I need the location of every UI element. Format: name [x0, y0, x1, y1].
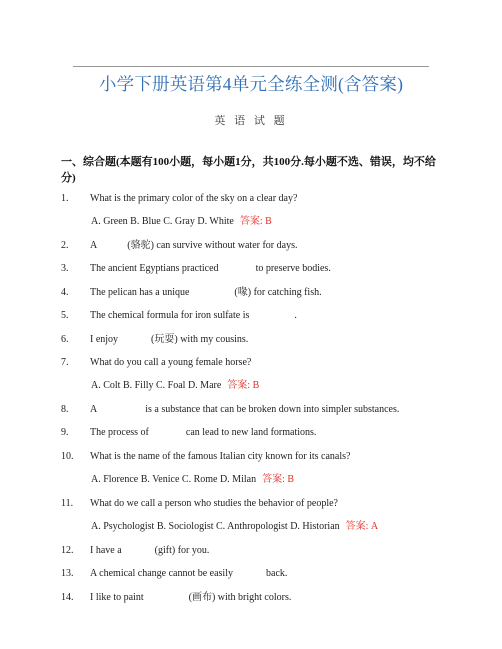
options-text: A. Colt B. Filly C. Foal D. Mare: [91, 380, 222, 391]
question-text-start: The process of: [90, 427, 149, 438]
question-text-start: I like to paint: [90, 592, 144, 603]
question-number: 4.: [61, 287, 69, 298]
question-text-end: (gift) for you.: [154, 545, 210, 556]
question-11: [61, 497, 451, 510]
question-1-options: [91, 215, 272, 228]
question-text-start: The ancient Egyptians practiced: [90, 263, 219, 274]
question-text-start: The pelican has a unique: [90, 287, 190, 298]
question-14: [61, 591, 451, 604]
header-rule: [73, 66, 429, 67]
question-number: 1.: [61, 193, 69, 204]
question-1: [61, 192, 451, 205]
question-9: [61, 426, 451, 439]
question-text-start: I enjoy: [90, 334, 119, 345]
question-text-end: is a substance that can be broken down into simpler substances.: [145, 404, 400, 415]
options-text: A. Florence B. Venice C. Rome D. Milan: [91, 474, 257, 485]
question-12: [61, 544, 451, 557]
question-number: 12.: [61, 545, 74, 556]
options-text: A. Green B. Blue C. Gray D. White: [91, 216, 234, 227]
question-text-start: The chemical formula for iron sulfate is: [90, 310, 250, 321]
question-10-options: [91, 473, 294, 486]
question-3: [61, 262, 451, 275]
question-number: 5.: [61, 310, 69, 321]
question-text: What do you call a young female horse?: [90, 357, 252, 368]
question-number: 8.: [61, 404, 69, 415]
question-13: [61, 567, 451, 580]
question-text: What do we call a person who studies the behavior of people?: [90, 498, 338, 509]
question-text-end: to preserve bodies.: [255, 263, 331, 274]
question-text-end: (喙) for catching fish.: [234, 287, 322, 298]
question-number: 2.: [61, 240, 69, 251]
section-heading: 一、综合题(本题有100小题，每小题1分，共100分.每小题不选、错误，均不给分): [61, 156, 436, 184]
question-text: What is the name of the famous Italian city known for its canals?: [90, 451, 351, 462]
question-text-end: (骆驼) can survive without water for days.: [127, 240, 298, 251]
question-number: 10.: [61, 451, 74, 462]
question-number: 9.: [61, 427, 69, 438]
question-text-start: A chemical change cannot be easily: [90, 568, 233, 579]
question-11-options: [91, 520, 378, 533]
question-8: [61, 403, 451, 416]
question-text-start: I have a: [90, 545, 122, 556]
question-10: [61, 450, 451, 463]
page-title: 小学下册英语第4单元全练全测(含答案): [98, 74, 404, 94]
question-number: 6.: [61, 334, 69, 345]
answer-label: 答案: B: [227, 380, 260, 391]
question-2: [61, 239, 451, 252]
options-text: A. Psychologist B. Sociologist C. Anthropologist D. Historian: [91, 521, 340, 532]
question-7: [61, 356, 451, 369]
question-number: 11.: [61, 498, 74, 509]
answer-label: 答案: B: [239, 216, 272, 227]
answer-label: 答案: A: [345, 521, 379, 532]
question-text: What is the primary color of the sky on a clear day?: [90, 193, 298, 204]
question-text-end: can lead to new land formations.: [185, 427, 317, 438]
question-text-end: back.: [266, 568, 288, 579]
answer-label: 答案: B: [262, 474, 295, 485]
question-5: [61, 309, 451, 322]
question-number: 3.: [61, 263, 69, 274]
question-6: [61, 333, 451, 346]
question-text-end: (玩耍) with my cousins.: [151, 334, 249, 345]
question-7-options: [91, 379, 259, 392]
question-number: 14.: [61, 592, 74, 603]
question-number: 13.: [61, 568, 74, 579]
page-subtitle: 英 语 试 题: [214, 115, 288, 127]
question-text-start: A: [90, 240, 98, 251]
question-4: [61, 286, 451, 299]
question-text-end: (画布) with bright colors.: [188, 592, 292, 603]
question-number: 7.: [61, 357, 69, 368]
question-text-end: .: [294, 310, 297, 321]
question-text-start: A: [90, 404, 98, 415]
